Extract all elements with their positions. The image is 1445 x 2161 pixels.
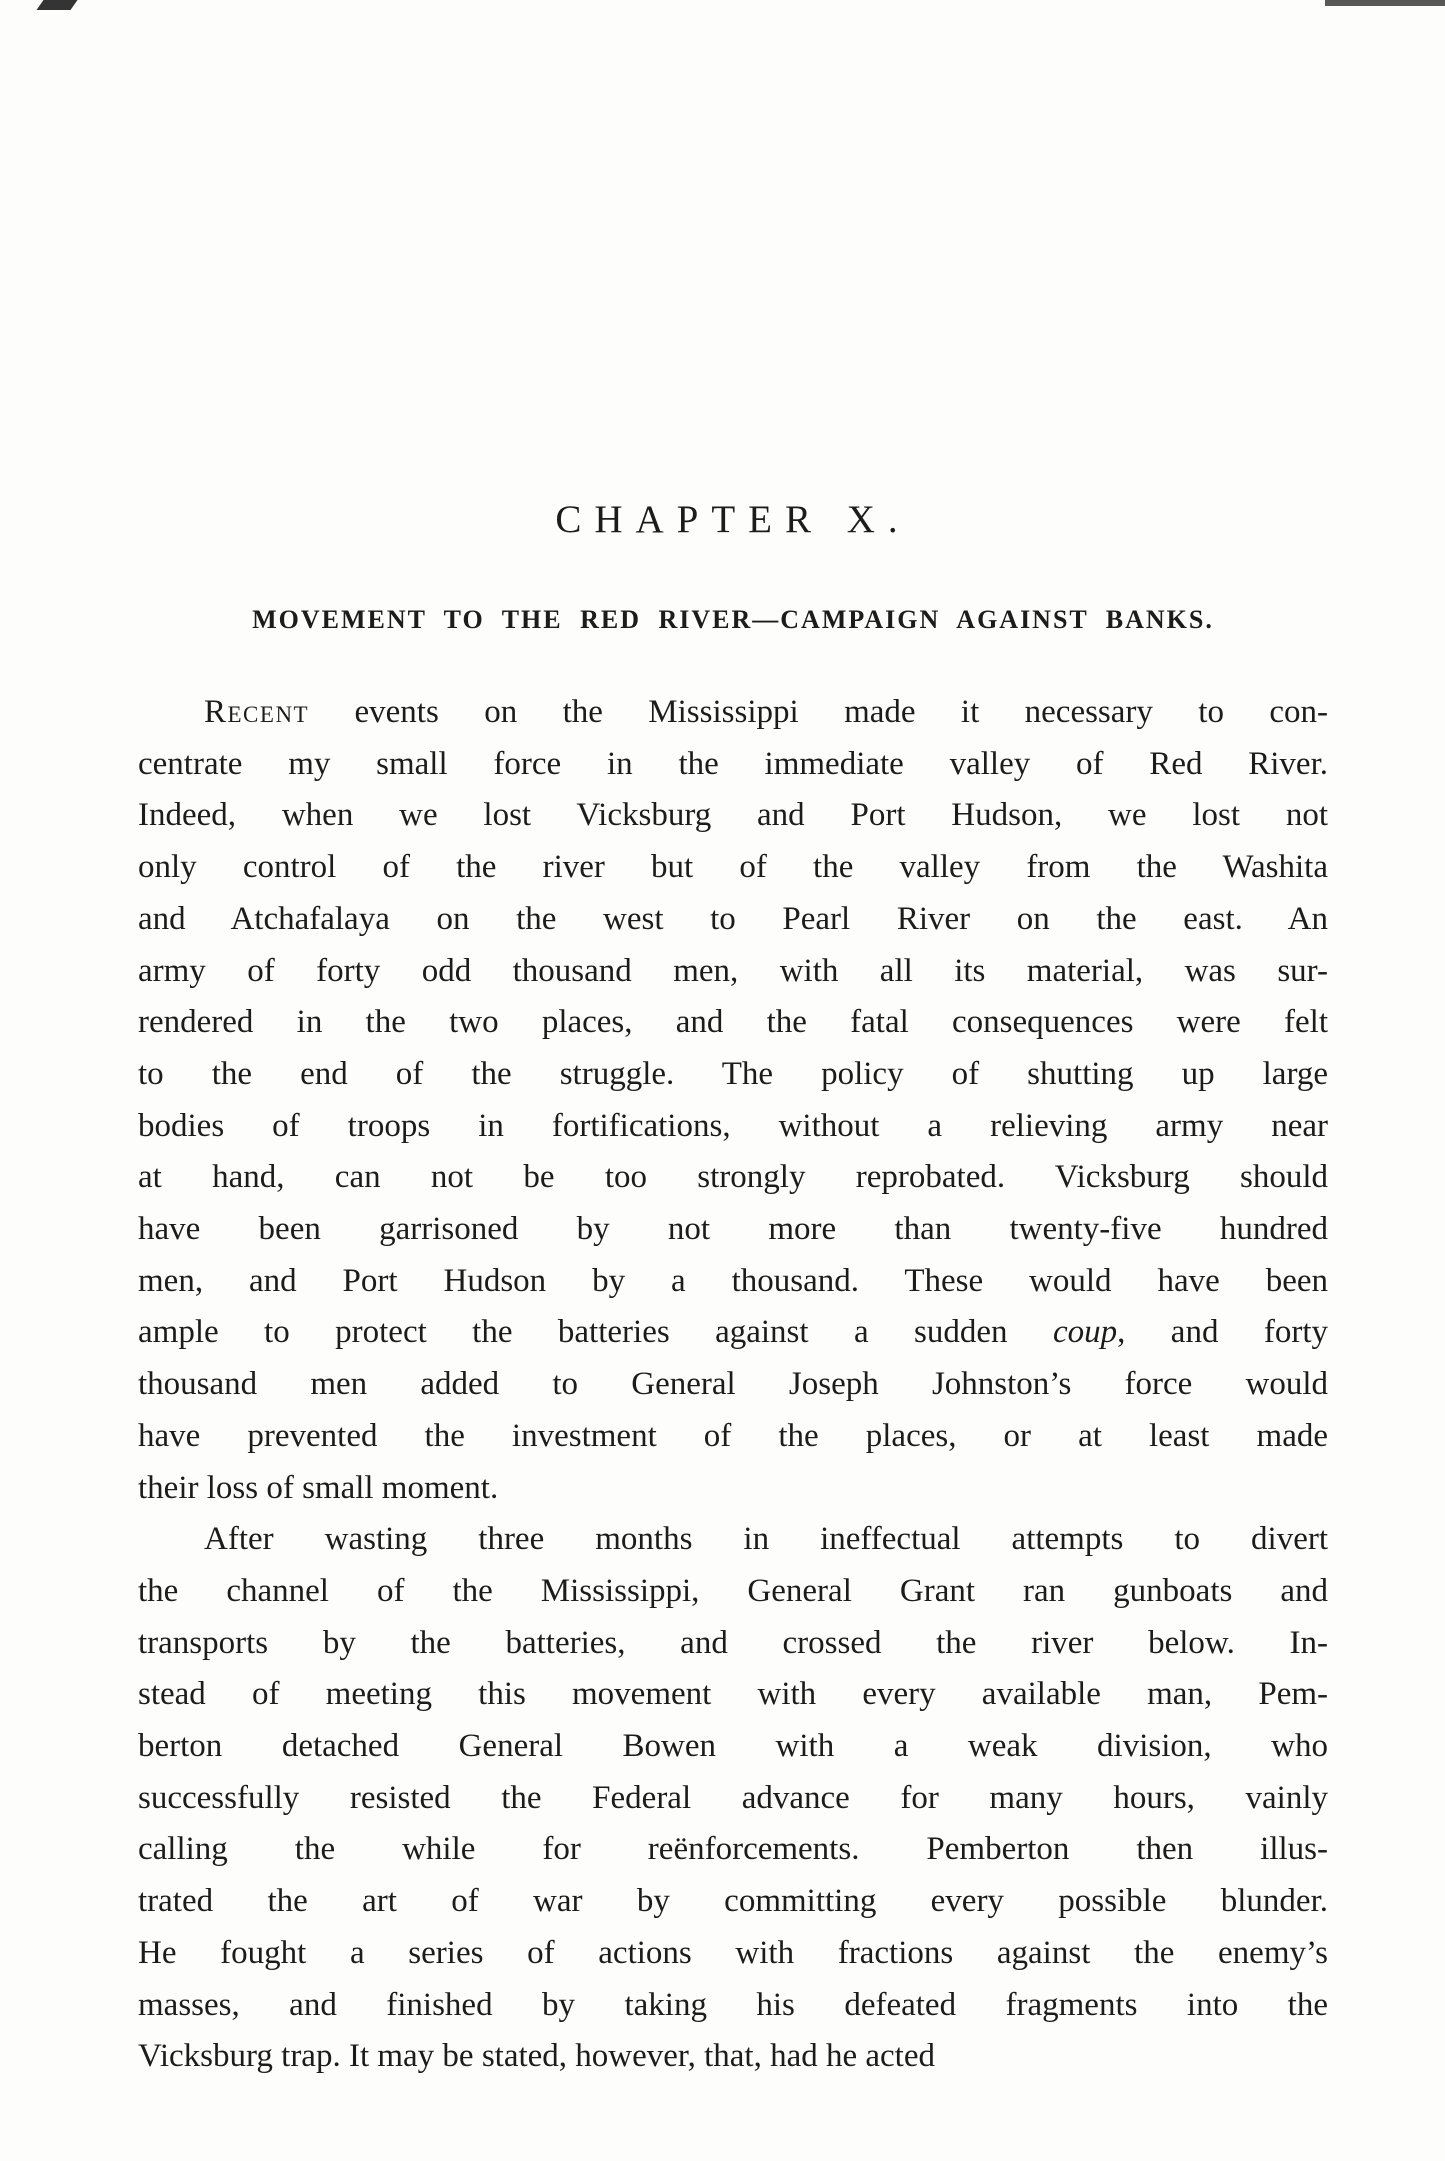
text-line: and Atchafalaya on the west to Pearl River on the east. An <box>138 900 1328 937</box>
text-line: only control of the river but of the valley from the Washita <box>138 849 1328 886</box>
text-line: to the end of the struggle. The policy of shutting up large <box>138 1055 1328 1092</box>
text-line: He fought a series of actions with fractions against the enemy’s <box>138 1934 1328 1971</box>
text-line: thousand men added to General Joseph Johnston’s force would <box>138 1366 1328 1403</box>
text-line: successfully resisted the Federal advance for many hours, vainly <box>138 1779 1328 1816</box>
text-line: men, and Port Hudson by a thousand. These would have been <box>138 1262 1328 1299</box>
text-line: have prevented the investment of the places, or at least made <box>138 1417 1328 1454</box>
section-heading: MOVEMENT TO THE RED RIVER—CAMPAIGN AGAINST BANKS. <box>252 605 1214 634</box>
text-line: ample to protect the batteries against a sudden coup, and forty <box>138 1314 1329 1351</box>
text-line: After wasting three months in ineffectual attempts to divert <box>204 1521 1328 1558</box>
text-line: centrate my small force in the immediate valley of Red River. <box>138 745 1328 782</box>
scan-artifact-top-right <box>1325 0 1445 6</box>
paragraph <box>138 1514 1328 2083</box>
text-line: Vicksburg trap. It may be stated, however, that, had he acted <box>138 2038 935 2075</box>
page-content <box>138 0 1328 2083</box>
text-line: berton detached General Bowen with a weak division, who <box>138 1728 1328 1765</box>
paragraph <box>138 687 1328 1514</box>
text-line: army of forty odd thousand men, with all its material, was sur- <box>138 952 1328 989</box>
text-line: masses, and finished by taking his defeated fragments into the <box>138 1986 1328 2023</box>
text-line: Recent events on the Mississippi made it necessary to con- <box>204 694 1328 730</box>
text-line: rendered in the two places, and the fatal consequences were felt <box>138 1004 1328 1041</box>
scan-artifact-top-left <box>36 0 77 10</box>
text-line: at hand, can not be too strongly reprobated. Vicksburg should <box>138 1159 1328 1196</box>
text-line: have been garrisoned by not more than twenty-five hundred <box>138 1211 1328 1248</box>
chapter-heading: CHAPTER X. <box>555 498 911 541</box>
text-line: transports by the batteries, and crossed the river below. In- <box>138 1624 1328 1661</box>
text-line: calling the while for reënforcements. Pemberton then illus- <box>138 1831 1328 1868</box>
text-line: their loss of small moment. <box>138 1469 499 1506</box>
body-text <box>138 687 1328 2083</box>
text-line: Indeed, when we lost Vicksburg and Port Hudson, we lost not <box>138 797 1328 834</box>
text-line: stead of meeting this movement with every available man, Pem- <box>138 1676 1328 1713</box>
text-line: bodies of troops in fortifications, without a relieving army near <box>138 1107 1328 1144</box>
text-line: trated the art of war by committing every possible blunder. <box>138 1883 1328 1920</box>
text-line: the channel of the Mississippi, General Grant ran gunboats and <box>138 1572 1328 1609</box>
